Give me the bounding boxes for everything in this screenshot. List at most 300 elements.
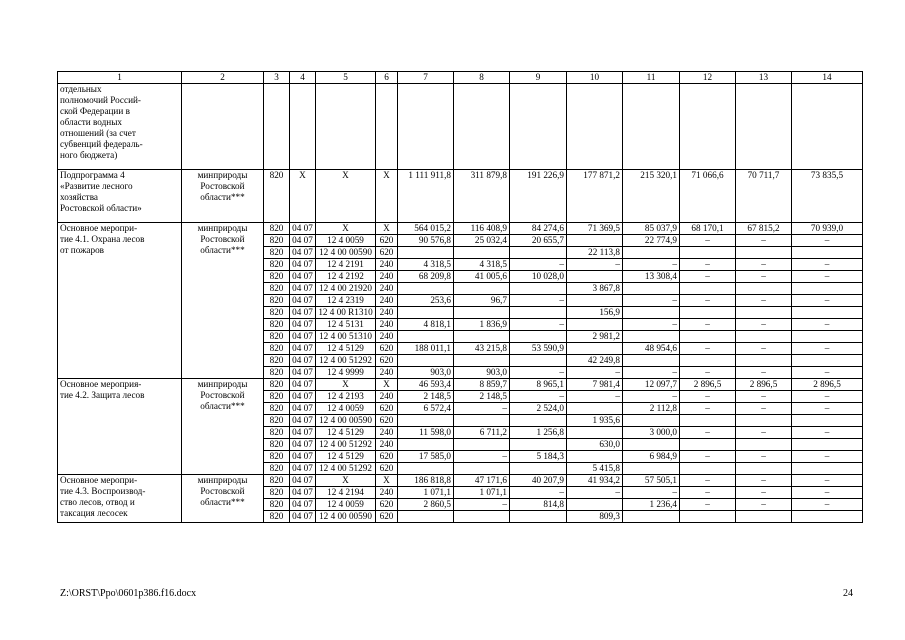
year-2018-cell: – <box>680 367 736 379</box>
expense-type-cell: X <box>376 379 398 391</box>
glavbudget-cell: 820 <box>264 499 290 511</box>
year-2020-cell: – <box>792 475 863 487</box>
target-article-cell: 12 4 00 R1310 <box>316 307 376 319</box>
total-cell: 188 011,1 <box>398 343 454 355</box>
target-article-cell: 12 4 0059 <box>316 499 376 511</box>
year-2018-cell: – <box>680 259 736 271</box>
glavbudget-cell: 820 <box>264 259 290 271</box>
year-2016-cell: 156,9 <box>567 307 623 319</box>
year-2020-cell <box>792 355 863 367</box>
header-cell: 11 <box>623 72 680 84</box>
year-2018-cell <box>680 415 736 427</box>
year-2015-cell <box>510 463 567 475</box>
target-article-cell: 12 4 00 51292 <box>316 439 376 451</box>
section-cell: 04 07 <box>290 391 316 403</box>
section-cell: 04 07 <box>290 415 316 427</box>
table-row <box>58 379 863 391</box>
year-2015-cell: – <box>510 391 567 403</box>
total-cell <box>398 463 454 475</box>
year-2014-cell: 8 859,7 <box>454 379 510 391</box>
expense-type-cell: 240 <box>376 391 398 403</box>
year-2016-cell <box>567 84 623 170</box>
footer-file-path: Z:\ORST\Ppo\0601p386.f16.docx <box>60 588 197 599</box>
year-2018-cell <box>680 511 736 523</box>
year-2020-cell: – <box>792 427 863 439</box>
expense-type-cell: 240 <box>376 487 398 499</box>
program-name-cell <box>58 84 182 170</box>
year-2017-cell: 13 308,4 <box>623 271 680 283</box>
year-2014-cell <box>454 355 510 367</box>
program-name-cell <box>58 379 182 475</box>
year-2018-cell <box>680 463 736 475</box>
year-2018-cell: 2 896,5 <box>680 379 736 391</box>
year-2019-cell: 2 896,5 <box>736 379 792 391</box>
year-2020-cell: 70 939,0 <box>792 223 863 235</box>
expense-type-cell: 620 <box>376 247 398 259</box>
target-article-cell: 12 4 2194 <box>316 487 376 499</box>
header-cell: 6 <box>376 72 398 84</box>
year-2020-cell: 2 896,5 <box>792 379 863 391</box>
total-cell <box>398 355 454 367</box>
year-2014-cell: 903,0 <box>454 367 510 379</box>
year-2019-cell: – <box>736 259 792 271</box>
year-2016-cell <box>567 403 623 415</box>
total-cell <box>398 247 454 259</box>
year-2015-cell: 40 207,9 <box>510 475 567 487</box>
year-2014-cell: 1 071,1 <box>454 487 510 499</box>
expense-type-cell: 240 <box>376 439 398 451</box>
year-2018-cell <box>680 84 736 170</box>
year-2017-cell: 1 236,4 <box>623 499 680 511</box>
total-cell <box>398 511 454 523</box>
executor-line: Ростовской <box>200 390 245 400</box>
year-2017-cell: – <box>623 391 680 403</box>
year-2015-cell: – <box>510 487 567 499</box>
total-cell: 4 318,5 <box>398 259 454 271</box>
year-2017-cell <box>623 283 680 295</box>
year-2015-cell <box>510 355 567 367</box>
year-2017-cell <box>623 247 680 259</box>
total-cell: 1 111 911,8 <box>398 170 454 223</box>
year-2018-cell: – <box>680 391 736 403</box>
glavbudget-cell: 820 <box>264 463 290 475</box>
program-name-line: таксация лесосек <box>60 508 128 518</box>
glavbudget-cell: 820 <box>264 271 290 283</box>
header-cell: 8 <box>454 72 510 84</box>
year-2016-cell: 22 113,8 <box>567 247 623 259</box>
total-cell <box>398 331 454 343</box>
target-article-cell: 12 4 0059 <box>316 235 376 247</box>
year-2015-cell: – <box>510 295 567 307</box>
total-cell: 68 209,8 <box>398 271 454 283</box>
executor-cell <box>182 170 264 223</box>
year-2015-cell: – <box>510 367 567 379</box>
glavbudget-cell: 820 <box>264 331 290 343</box>
year-2016-cell <box>567 271 623 283</box>
year-2014-cell <box>454 283 510 295</box>
year-2020-cell: – <box>792 343 863 355</box>
program-name-line: тие 4.1. Охрана лесов <box>60 234 145 244</box>
total-cell <box>398 415 454 427</box>
year-2014-cell <box>454 439 510 451</box>
year-2019-cell: – <box>736 391 792 403</box>
expense-type-cell: 620 <box>376 343 398 355</box>
budget-table <box>57 71 863 523</box>
executor-line: минприроды <box>197 475 248 485</box>
year-2016-cell <box>567 427 623 439</box>
total-cell <box>398 283 454 295</box>
year-2014-cell: 2 148,5 <box>454 391 510 403</box>
year-2019-cell <box>736 247 792 259</box>
year-2018-cell: 71 066,6 <box>680 170 736 223</box>
year-2018-cell: – <box>680 475 736 487</box>
expense-type-cell <box>376 84 398 170</box>
year-2020-cell <box>792 415 863 427</box>
program-name-line: тие 4.3. Воспроизвод- <box>60 486 146 496</box>
total-cell: 2 860,5 <box>398 499 454 511</box>
expense-type-cell: 240 <box>376 367 398 379</box>
section-cell: 04 07 <box>290 499 316 511</box>
year-2020-cell <box>792 511 863 523</box>
expense-type-cell: X <box>376 223 398 235</box>
year-2019-cell: – <box>736 403 792 415</box>
year-2017-cell: – <box>623 259 680 271</box>
total-cell: 6 572,4 <box>398 403 454 415</box>
expense-type-cell: 620 <box>376 403 398 415</box>
program-name-line: субвенций федераль- <box>60 139 143 149</box>
year-2017-cell: 22 774,9 <box>623 235 680 247</box>
target-article-cell: 12 4 2193 <box>316 391 376 403</box>
year-2016-cell: – <box>567 391 623 403</box>
glavbudget-cell: 820 <box>264 223 290 235</box>
year-2015-cell <box>510 415 567 427</box>
year-2015-cell <box>510 511 567 523</box>
header-cell: 2 <box>182 72 264 84</box>
expense-type-cell: 240 <box>376 259 398 271</box>
year-2017-cell <box>623 463 680 475</box>
glavbudget-cell: 820 <box>264 307 290 319</box>
expense-type-cell: 240 <box>376 331 398 343</box>
glavbudget-cell: 820 <box>264 511 290 523</box>
glavbudget-cell: 820 <box>264 283 290 295</box>
year-2015-cell: 5 184,3 <box>510 451 567 463</box>
header-cell: 12 <box>680 72 736 84</box>
program-name-cell <box>58 223 182 379</box>
year-2017-cell: 57 505,1 <box>623 475 680 487</box>
year-2014-cell: 96,7 <box>454 295 510 307</box>
year-2019-cell <box>736 84 792 170</box>
executor-cell <box>182 84 264 170</box>
executor-line: области*** <box>200 497 245 507</box>
year-2018-cell <box>680 283 736 295</box>
year-2017-cell: – <box>623 487 680 499</box>
year-2018-cell <box>680 439 736 451</box>
header-cell: 3 <box>264 72 290 84</box>
year-2014-cell <box>454 84 510 170</box>
target-article-cell: 12 4 00 00590 <box>316 247 376 259</box>
year-2015-cell: 10 028,0 <box>510 271 567 283</box>
year-2019-cell: – <box>736 487 792 499</box>
year-2017-cell: – <box>623 367 680 379</box>
target-article-cell: 12 4 5129 <box>316 451 376 463</box>
year-2014-cell: 4 318,5 <box>454 259 510 271</box>
expense-type-cell: 620 <box>376 415 398 427</box>
year-2014-cell: – <box>454 451 510 463</box>
year-2015-cell <box>510 247 567 259</box>
year-2017-cell: 12 097,7 <box>623 379 680 391</box>
year-2017-cell: 3 000,0 <box>623 427 680 439</box>
year-2018-cell: – <box>680 427 736 439</box>
year-2019-cell: – <box>736 499 792 511</box>
year-2014-cell <box>454 307 510 319</box>
glavbudget-cell: 820 <box>264 319 290 331</box>
expense-type-cell: 240 <box>376 319 398 331</box>
total-cell: 1 071,1 <box>398 487 454 499</box>
year-2014-cell: – <box>454 403 510 415</box>
year-2017-cell: 85 037,9 <box>623 223 680 235</box>
year-2018-cell: – <box>680 271 736 283</box>
section-cell: 04 07 <box>290 223 316 235</box>
year-2020-cell: – <box>792 271 863 283</box>
table-row <box>58 475 863 487</box>
target-article-cell: 12 4 2319 <box>316 295 376 307</box>
executor-line: минприроды <box>197 170 248 180</box>
header-row <box>58 72 863 84</box>
target-article-cell: 12 4 5131 <box>316 319 376 331</box>
section-cell: 04 07 <box>290 367 316 379</box>
target-article-cell: 12 4 00 51310 <box>316 331 376 343</box>
total-cell: 17 585,0 <box>398 451 454 463</box>
year-2016-cell: 71 369,5 <box>567 223 623 235</box>
year-2014-cell <box>454 331 510 343</box>
program-name-line: ской Федерации в <box>60 106 130 116</box>
executor-cell <box>182 379 264 475</box>
target-article-cell: 12 4 00 51292 <box>316 355 376 367</box>
section-cell: 04 07 <box>290 439 316 451</box>
expense-type-cell: 620 <box>376 463 398 475</box>
year-2014-cell <box>454 511 510 523</box>
table-row <box>58 170 863 223</box>
year-2020-cell: – <box>792 403 863 415</box>
year-2017-cell <box>623 415 680 427</box>
section-cell: 04 07 <box>290 403 316 415</box>
section-cell: X <box>290 170 316 223</box>
target-article-cell <box>316 84 376 170</box>
section-cell: 04 07 <box>290 271 316 283</box>
year-2019-cell: – <box>736 475 792 487</box>
year-2019-cell <box>736 511 792 523</box>
glavbudget-cell: 820 <box>264 451 290 463</box>
section-cell: 04 07 <box>290 247 316 259</box>
year-2017-cell: 215 320,1 <box>623 170 680 223</box>
expense-type-cell: X <box>376 475 398 487</box>
year-2019-cell: – <box>736 319 792 331</box>
glavbudget-cell: 820 <box>264 295 290 307</box>
header-cell: 9 <box>510 72 567 84</box>
year-2015-cell <box>510 307 567 319</box>
program-name-line: «Развитие лесного <box>60 181 133 191</box>
total-cell: 253,6 <box>398 295 454 307</box>
year-2017-cell: 2 112,8 <box>623 403 680 415</box>
year-2020-cell <box>792 307 863 319</box>
year-2018-cell: – <box>680 343 736 355</box>
year-2015-cell: 53 590,9 <box>510 343 567 355</box>
year-2018-cell <box>680 247 736 259</box>
glavbudget-cell: 820 <box>264 235 290 247</box>
year-2014-cell: 43 215,8 <box>454 343 510 355</box>
target-article-cell: 12 4 00 00590 <box>316 511 376 523</box>
program-name-line: отношений (за счет <box>60 128 136 138</box>
expense-type-cell: 620 <box>376 451 398 463</box>
total-cell <box>398 84 454 170</box>
program-name-line: Основное меропри- <box>60 475 138 485</box>
executor-line: минприроды <box>197 223 248 233</box>
year-2020-cell <box>792 331 863 343</box>
program-name-line: тие 4.2. Защита лесов <box>60 390 145 400</box>
year-2018-cell: – <box>680 403 736 415</box>
year-2015-cell: – <box>510 259 567 271</box>
expense-type-cell: 240 <box>376 295 398 307</box>
year-2017-cell: 48 954,6 <box>623 343 680 355</box>
glavbudget-cell: 820 <box>264 415 290 427</box>
target-article-cell: X <box>316 170 376 223</box>
section-cell: 04 07 <box>290 487 316 499</box>
header-cell: 13 <box>736 72 792 84</box>
year-2019-cell: – <box>736 343 792 355</box>
year-2017-cell: 6 984,9 <box>623 451 680 463</box>
total-cell: 564 015,2 <box>398 223 454 235</box>
year-2017-cell: – <box>623 295 680 307</box>
glavbudget-cell: 820 <box>264 367 290 379</box>
year-2020-cell <box>792 463 863 475</box>
executor-cell <box>182 475 264 523</box>
program-name-line: от пожаров <box>60 245 105 255</box>
year-2015-cell: 2 524,0 <box>510 403 567 415</box>
year-2020-cell: – <box>792 391 863 403</box>
section-cell: 04 07 <box>290 379 316 391</box>
program-name-line: хозяйства <box>60 192 98 202</box>
year-2016-cell: 2 981,2 <box>567 331 623 343</box>
glavbudget-cell: 820 <box>264 475 290 487</box>
executor-line: области*** <box>200 401 245 411</box>
target-article-cell: 12 4 2192 <box>316 271 376 283</box>
total-cell <box>398 307 454 319</box>
year-2017-cell <box>623 355 680 367</box>
glavbudget-cell: 820 <box>264 439 290 451</box>
section-cell: 04 07 <box>290 451 316 463</box>
program-name-line: полномочий Россий- <box>60 95 141 105</box>
year-2014-cell <box>454 247 510 259</box>
year-2018-cell: – <box>680 235 736 247</box>
year-2015-cell <box>510 84 567 170</box>
year-2016-cell: 1 935,6 <box>567 415 623 427</box>
year-2019-cell <box>736 307 792 319</box>
total-cell: 46 593,4 <box>398 379 454 391</box>
year-2020-cell: – <box>792 319 863 331</box>
year-2019-cell <box>736 439 792 451</box>
total-cell: 903,0 <box>398 367 454 379</box>
year-2019-cell: – <box>736 295 792 307</box>
year-2020-cell: – <box>792 499 863 511</box>
year-2017-cell <box>623 439 680 451</box>
year-2015-cell: 191 226,9 <box>510 170 567 223</box>
header-cell: 4 <box>290 72 316 84</box>
header-cell: 1 <box>58 72 182 84</box>
year-2014-cell: 311 879,8 <box>454 170 510 223</box>
year-2020-cell: – <box>792 487 863 499</box>
total-cell: 186 818,8 <box>398 475 454 487</box>
program-name-line: Ростовской области» <box>60 203 142 213</box>
program-name-cell <box>58 170 182 223</box>
year-2018-cell <box>680 331 736 343</box>
year-2020-cell: – <box>792 451 863 463</box>
expense-type-cell: 620 <box>376 355 398 367</box>
total-cell <box>398 439 454 451</box>
year-2015-cell <box>510 283 567 295</box>
year-2016-cell: 42 249,8 <box>567 355 623 367</box>
glavbudget-cell <box>264 84 290 170</box>
section-cell: 04 07 <box>290 511 316 523</box>
glavbudget-cell: 820 <box>264 487 290 499</box>
year-2017-cell <box>623 307 680 319</box>
header-cell: 14 <box>792 72 863 84</box>
target-article-cell: 12 4 0059 <box>316 403 376 415</box>
target-article-cell: X <box>316 379 376 391</box>
year-2019-cell <box>736 463 792 475</box>
section-cell: 04 07 <box>290 475 316 487</box>
expense-type-cell: 620 <box>376 499 398 511</box>
year-2015-cell: 84 274,6 <box>510 223 567 235</box>
year-2020-cell <box>792 247 863 259</box>
year-2016-cell: 41 934,2 <box>567 475 623 487</box>
year-2016-cell: 5 415,8 <box>567 463 623 475</box>
year-2017-cell <box>623 511 680 523</box>
target-article-cell: 12 4 00 51292 <box>316 463 376 475</box>
year-2017-cell <box>623 331 680 343</box>
program-name-line: Подпрограмма 4 <box>60 170 125 180</box>
year-2016-cell: 3 867,8 <box>567 283 623 295</box>
executor-line: области*** <box>200 245 245 255</box>
year-2015-cell: – <box>510 319 567 331</box>
year-2016-cell <box>567 451 623 463</box>
year-2014-cell: 25 032,4 <box>454 235 510 247</box>
expense-type-cell: 240 <box>376 283 398 295</box>
year-2014-cell: – <box>454 499 510 511</box>
year-2014-cell <box>454 463 510 475</box>
executor-cell <box>182 223 264 379</box>
program-name-line: Основное меропри- <box>60 223 138 233</box>
year-2018-cell: – <box>680 319 736 331</box>
year-2019-cell: 67 815,2 <box>736 223 792 235</box>
section-cell <box>290 84 316 170</box>
year-2014-cell: 116 408,9 <box>454 223 510 235</box>
program-name-line: Основное мероприя- <box>60 379 142 389</box>
expense-type-cell: 240 <box>376 427 398 439</box>
target-article-cell: 12 4 00 21920 <box>316 283 376 295</box>
year-2014-cell <box>454 415 510 427</box>
section-cell: 04 07 <box>290 427 316 439</box>
year-2019-cell <box>736 415 792 427</box>
section-cell: 04 07 <box>290 295 316 307</box>
expense-type-cell: 620 <box>376 235 398 247</box>
header-cell: 5 <box>316 72 376 84</box>
year-2016-cell: – <box>567 367 623 379</box>
year-2020-cell <box>792 84 863 170</box>
program-name-line: ство лесов, отвод и <box>60 497 135 507</box>
year-2018-cell <box>680 355 736 367</box>
year-2020-cell: – <box>792 235 863 247</box>
year-2015-cell <box>510 439 567 451</box>
